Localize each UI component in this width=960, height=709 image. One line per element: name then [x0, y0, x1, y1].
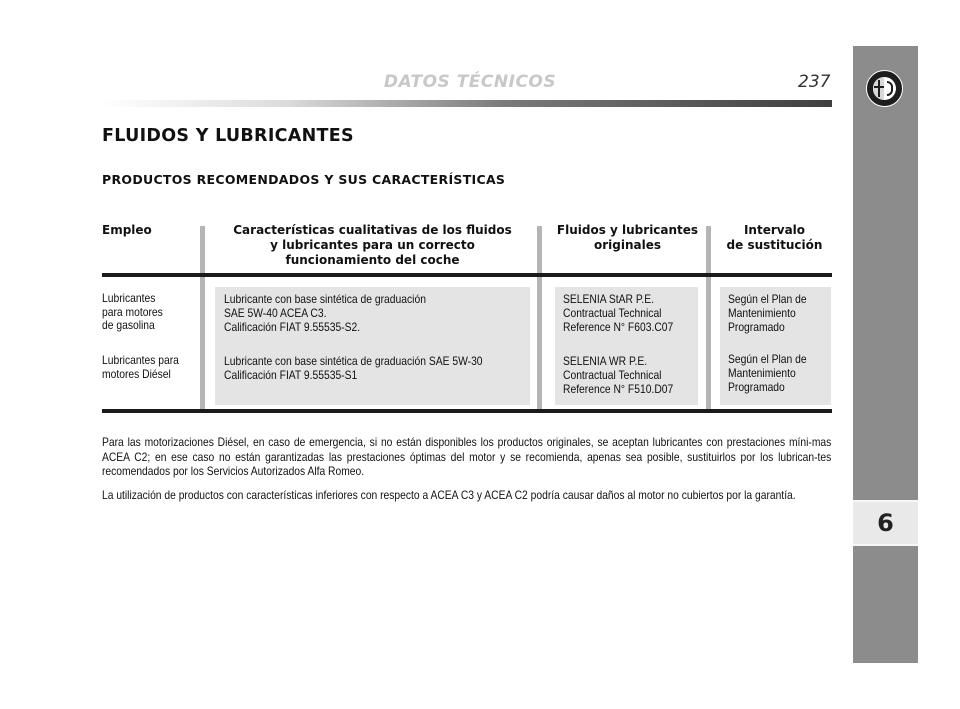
column-separator [706, 226, 711, 412]
column-separator [537, 226, 542, 412]
table-bottom-rule [102, 409, 832, 413]
note-paragraph-warranty [102, 488, 832, 503]
interval-gasolina: Según el Plan de Mantenimiento Programado [728, 292, 807, 334]
section-title: FLUIDOS Y LUBRICANTES [102, 126, 354, 146]
chapter-number[interactable]: 6 [853, 502, 918, 544]
page-header-title: DATOS TÉCNICOS [383, 72, 557, 92]
chapter-box-divider [853, 544, 918, 546]
table-header-rule [102, 273, 832, 277]
interval-diesel: Según el Plan de Mantenimiento Programado [728, 352, 807, 394]
row-label-diesel: Lubricantes para motores Diésel [102, 353, 179, 381]
characteristics-diesel: Lubricante con base sintética de graduación SAE 5W-30 Calificación FIAT 9.55535-S1 [224, 354, 483, 382]
note-text: La utilización de productos con características inferiores con respecto a ACEA C3 y ACEA C2 podría causar daños al motor no cubiertos por la garantía. [102, 488, 796, 502]
subsection-title: PRODUCTOS RECOMENDADOS Y SUS CARACTERÍSTICAS [102, 172, 506, 187]
column-header-empleo: Empleo [102, 223, 152, 237]
note-paragraph-diesel [102, 435, 832, 479]
alfa-romeo-logo-icon [866, 70, 903, 107]
fluid-diesel: SELENIA WR P.E. Contractual Technical Reference N° F510.D07 [563, 354, 674, 396]
note-text: Para las motorizaciones Diésel, en caso de emergencia, si no están disponibles los productos originales, se aceptan lubricantes con prestaciones míni-mas ACEA C2; en ese caso no están garantizadas las prestaciones óptimas del motor y se recomienda, apenas sea posible, sustituirlos por los lubrican-tes recomendados por los Servicios Autorizados Alfa Romeo. [102, 435, 832, 478]
column-header-intervalo: Intervalo de sustitución [726, 223, 823, 252]
row-label-gasolina: Lubricantes para motores de gasolina [102, 291, 163, 332]
column-header-caracteristicas: Características cualitativas de los fluidos y lubricantes para un correcto funcionamiento del coche [233, 223, 512, 267]
header-divider [102, 100, 832, 107]
column-separator [200, 226, 205, 412]
column-header-fluidos: Fluidos y lubricantes originales [556, 223, 699, 252]
fluid-gasolina: SELENIA StAR P.E. Contractual Technical Reference N° F603.C07 [563, 292, 674, 334]
chapter-side-tab [853, 46, 918, 663]
page-number: 237 [798, 72, 831, 92]
characteristics-gasolina: Lubricante con base sintética de graduación SAE 5W-40 ACEA C3. Calificación FIAT 9.55535-S2. [224, 292, 426, 334]
